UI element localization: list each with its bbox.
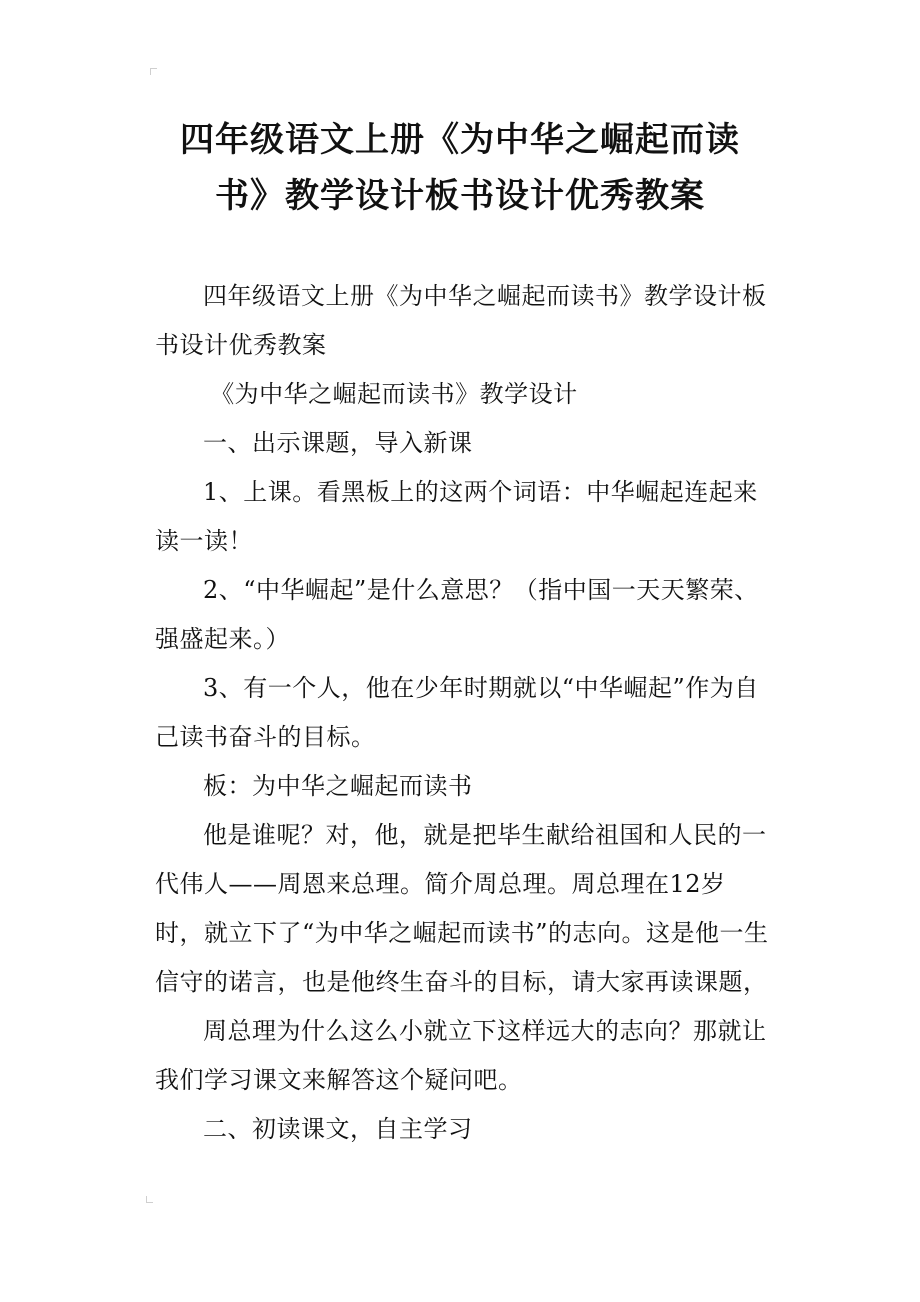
document-body (155, 272, 770, 1154)
title-line-1: 四年级语文上册《为中华之崛起而读 (180, 120, 740, 160)
crop-mark (150, 68, 157, 75)
paragraph-intro: 四年级语文上册《为中华之崛起而读书》教学设计板书设计优秀教案 (155, 282, 767, 359)
paragraph-step-3: 3、有一个人，他在少年时期就以“中华崛起”作为自己读书奋斗的目标。 (155, 674, 759, 751)
paragraph-question: 周总理为什么这么小就立下这样远大的志向？那就让我们学习课文来解答这个疑问吧。 (155, 1017, 767, 1094)
paragraph-step-2: 2、“中华崛起”是什么意思？（指中国一天天繁荣、强盛起来。） (155, 576, 759, 653)
paragraph-zhou-intro: 他是谁呢？对，他，就是把毕生献给祖国和人民的一代伟人——周恩来总理。简介周总理。周总理在12岁时，就立下了“为中华之崛起而读书”的志向。这是他一生信守的诺言，也是他终生奋斗的目标，请大家再读课题， (155, 821, 769, 996)
document-title (130, 112, 790, 224)
crop-mark (146, 1196, 153, 1203)
paragraph-heading-design: 《为中华之崛起而读书》教学设计 (210, 380, 578, 408)
paragraph-board-note: 板：为中华之崛起而读书 (203, 772, 473, 800)
section-heading-1: 一、出示课题，导入新课 (203, 429, 473, 457)
paragraph-step-1: 1、上课。看黑板上的这两个词语：中华崛起连起来读一读！ (155, 478, 758, 555)
title-line-2: 书》教学设计板书设计优秀教案 (215, 176, 705, 216)
section-heading-2: 二、初读课文，自主学习 (203, 1115, 473, 1143)
